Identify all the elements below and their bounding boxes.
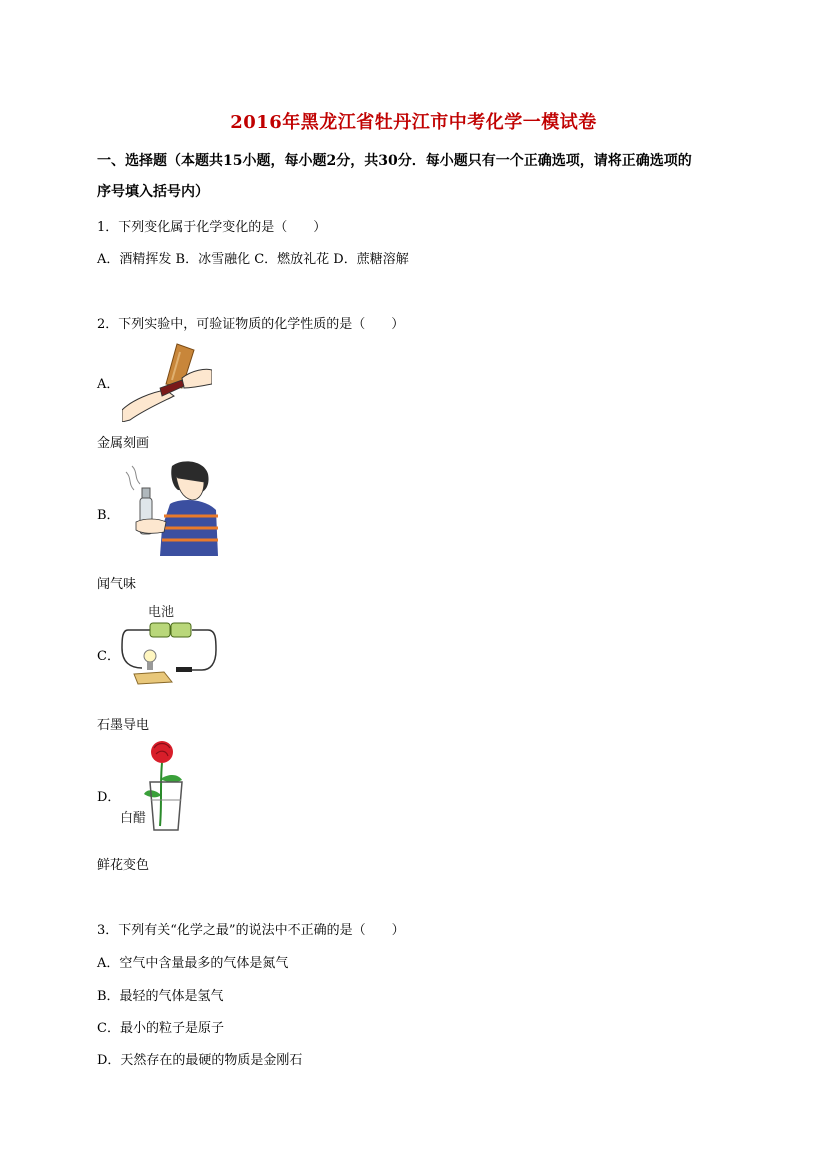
question-2-option-c-caption: 石墨导电 (97, 718, 150, 733)
question-1-stem: 1．下列变化属于化学变化的是（ ） (97, 220, 327, 235)
question-2-option-d-label: D． (97, 790, 121, 805)
question-2-option-c-label: C． (97, 649, 120, 664)
question-3-stem: 3．下列有关“化学之最”的说法中不正确的是（ ） (97, 923, 405, 938)
question-2-option-a-caption: 金属刻画 (97, 436, 150, 451)
question-1-options: A．酒精挥发 B．冰雪融化 C．燃放礼花 D．蔗糖溶解 (97, 252, 409, 267)
section-heading-line1: 一、选择题（本题共15小题，每小题2分，共30分．每小题只有一个正确选项，请将正确选项的 (97, 153, 692, 169)
question-3-option-b: B．最轻的气体是氢气 (97, 989, 224, 1004)
question-2-option-b-label: B． (97, 508, 120, 523)
question-3-option-a: A．空气中含量最多的气体是氮气 (97, 956, 289, 971)
question-2-option-b-caption: 闻气味 (97, 577, 137, 592)
question-3-option-d: D．天然存在的最硬的物质是金刚石 (97, 1053, 303, 1068)
exam-title: 2016年黑龙江省牡丹江市中考化学一模试卷 (230, 112, 597, 133)
metal-scratch-illustration-icon (122, 340, 212, 422)
rose-vinegar-illustration-icon (120, 738, 192, 834)
question-3-option-c: C．最小的粒子是原子 (97, 1021, 224, 1036)
section-heading-line2: 序号填入括号内） (97, 184, 209, 200)
graphite-circuit-illustration-icon (120, 600, 218, 688)
vinegar-label: 白醋 (120, 811, 147, 826)
battery-label: 电池 (148, 605, 175, 620)
question-2-option-a-label: A． (97, 377, 120, 392)
question-2-option-d-caption: 鲜花变色 (97, 858, 150, 873)
question-2-stem: 2．下列实验中，可验证物质的化学性质的是（ ） (97, 317, 405, 332)
smell-gas-illustration-icon (120, 458, 218, 556)
